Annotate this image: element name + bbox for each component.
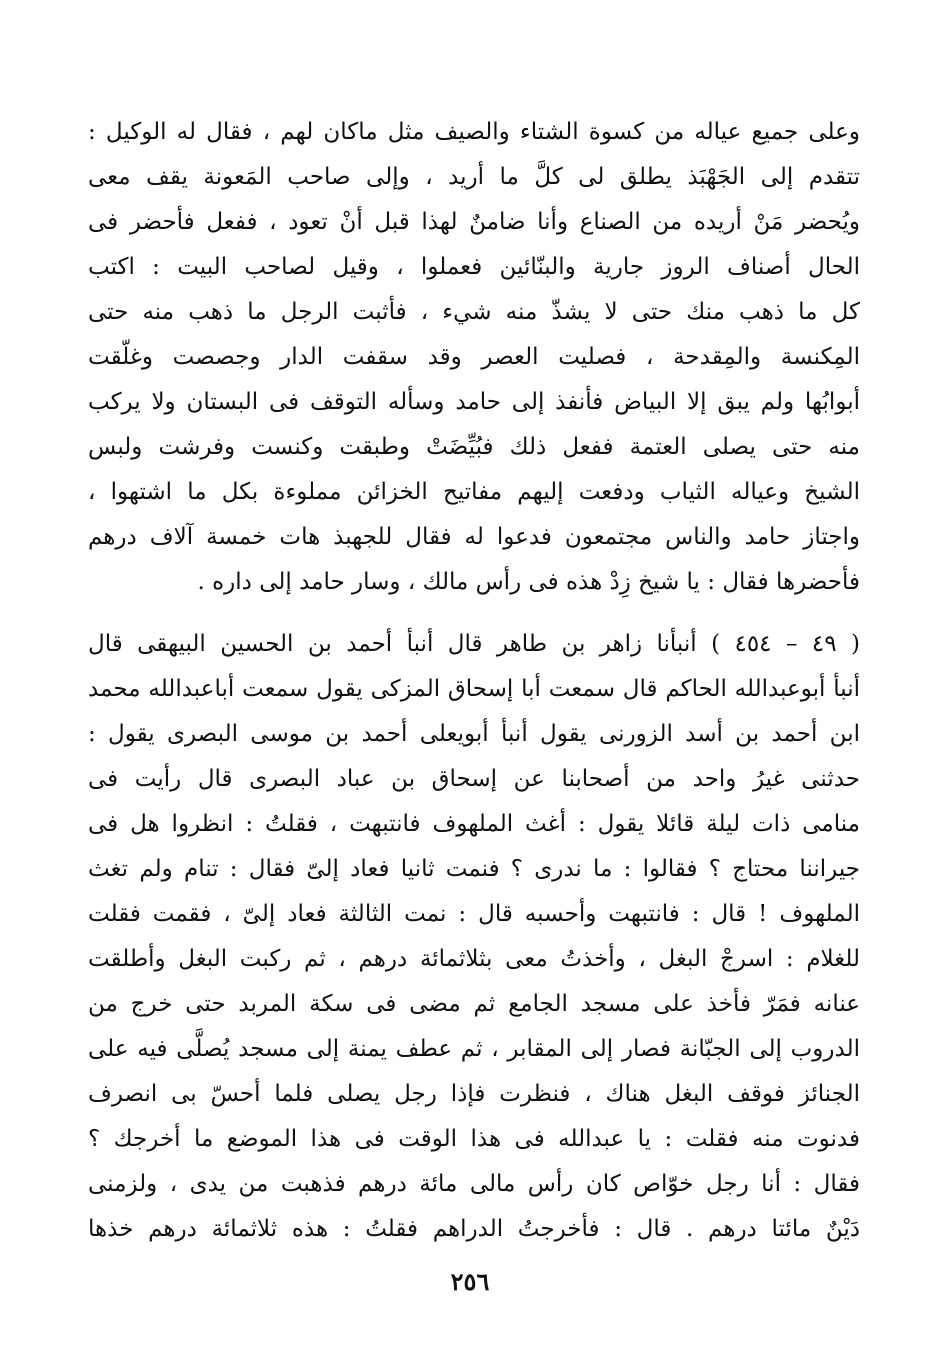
text-line: منه حتى يصلى العتمة ففعل ذلك فبُيِّضَتْ وطبقت وكنست وفرشت ولبس bbox=[88, 434, 860, 460]
text-line: الملهوف ! قال : فانتبهت وأحسبه قال : نمت الثالثة فعاد إلىّ ، فقمت فقلت bbox=[88, 901, 860, 927]
text-line: وعلى جميع عياله من كسوة الشتاء والصيف مثل ماكان لهم ، فقال له الوكيل : bbox=[88, 119, 860, 145]
text-line: منامى ذات ليلة قائلا يقول : أغث الملهوف فانتبهت ، فقلتُ : انظروا هل فى bbox=[88, 811, 860, 837]
text-line: تتقدم إلى الجَهْبَذ يطلق لى كلَّ ما أريد ، وإلى صاحب المَعونة يقف معى bbox=[88, 164, 860, 190]
text-line: فقال : أنا رجل خوّاص كان رأس مالى مائة درهم فذهبت من يدى ، ولزمنى bbox=[88, 1171, 860, 1197]
text-line: جيراننا محتاج ؟ فقالوا : ما ندرى ؟ فنمت ثانيا فعاد إلىّ فقال : تنام ولم تغث bbox=[88, 856, 860, 882]
text-line: ابن أحمد بن أسد الزورنى يقول أنبأ أبويعلى أحمد بن موسى البصرى يقول : bbox=[88, 721, 860, 747]
text-line: الشيخ وعياله الثياب ودفعت إليهم مفاتيح الخزائن مملوءة بكل ما اشتهوا ، bbox=[88, 479, 860, 505]
text-line: كل ما ذهب منك حتى لا يشذّ منه شيء ، فأثبت الرجل ما ذهب منه حتى bbox=[88, 299, 860, 325]
text-line: واجتاز حامد والناس مجتمعون فدعوا له فقال للجهبذ هات خمسة آلاف درهم bbox=[88, 524, 860, 550]
text-line: حدثنى غيرُ واحد من أصحابنا عن إسحاق بن عباد البصرى قال رأيت فى bbox=[88, 766, 860, 792]
text-line: فأحضرها فقال : يا شيخ زِدْ هذه فى رأس مالك ، وسار حامد إلى داره . bbox=[197, 569, 860, 595]
text-line: أبوابُها ولم يبق إلا البياض فأنفذ إلى حامد وسأله التوقف فى البستان ولا يركب bbox=[88, 389, 860, 415]
paragraph-hadith-454 bbox=[88, 622, 860, 1252]
text-line: الجنائز فوقف البغل هناك ، فنظرت فإذا رجل يصلى فلما أحسّ بى انصرف bbox=[88, 1081, 860, 1107]
page-number: ٢٥٦ bbox=[450, 1267, 490, 1296]
text-line: دَيْنٌ مائتا درهم . قال : فأخرجتُ الدراهم فقلتُ : هذه ثلاثمائة درهم خذها bbox=[88, 1216, 860, 1242]
text-line: أنبأ أبوعبدالله الحاكم قال سمعت أبا إسحاق المزكى يقول سمعت أباعبدالله محمد bbox=[88, 676, 860, 702]
text-line: للغلام : اسرجْ البغل ، وأخذتُ معى بثلاثمائة درهم ، ثم ركبت البغل وأطلقت bbox=[88, 946, 860, 972]
text-line: الحال أصناف الروز جارية والبنّائين فعملوا ، وقيل لصاحب البيت : اكتب bbox=[88, 254, 860, 280]
text-line: الدروب إلى الجبّانة فصار إلى المقابر ، ثم عطف يمنة إلى مسجد يُصلَّى فيه على bbox=[88, 1036, 860, 1062]
text-line: ويُحضر مَنْ أريده من الصناع وأنا ضامنٌ لهذا قبل أنْ تعود ، ففعل فأحضر فى bbox=[88, 209, 860, 235]
paragraph-narrative bbox=[88, 110, 860, 605]
text-line: فدنوت منه فقلت : يا عبدالله فى هذا الوقت فى هذا الموضع ما أخرجك ؟ bbox=[88, 1126, 860, 1152]
text-line: ( ٤٩ – ٤٥٤ ) أنبأنا زاهر بن طاهر قال أنبأ أحمد بن الحسين البيهقى قال bbox=[88, 631, 860, 657]
text-line: المِكنسة والمِقدحة ، فصليت العصر وقد سقفت الدار وجصصت وغلّقت bbox=[88, 344, 860, 370]
text-line: عنانه فمَرّ فأخذ على مسجد الجامع ثم مضى فى سكة المربد حتى خرج من bbox=[88, 991, 860, 1017]
